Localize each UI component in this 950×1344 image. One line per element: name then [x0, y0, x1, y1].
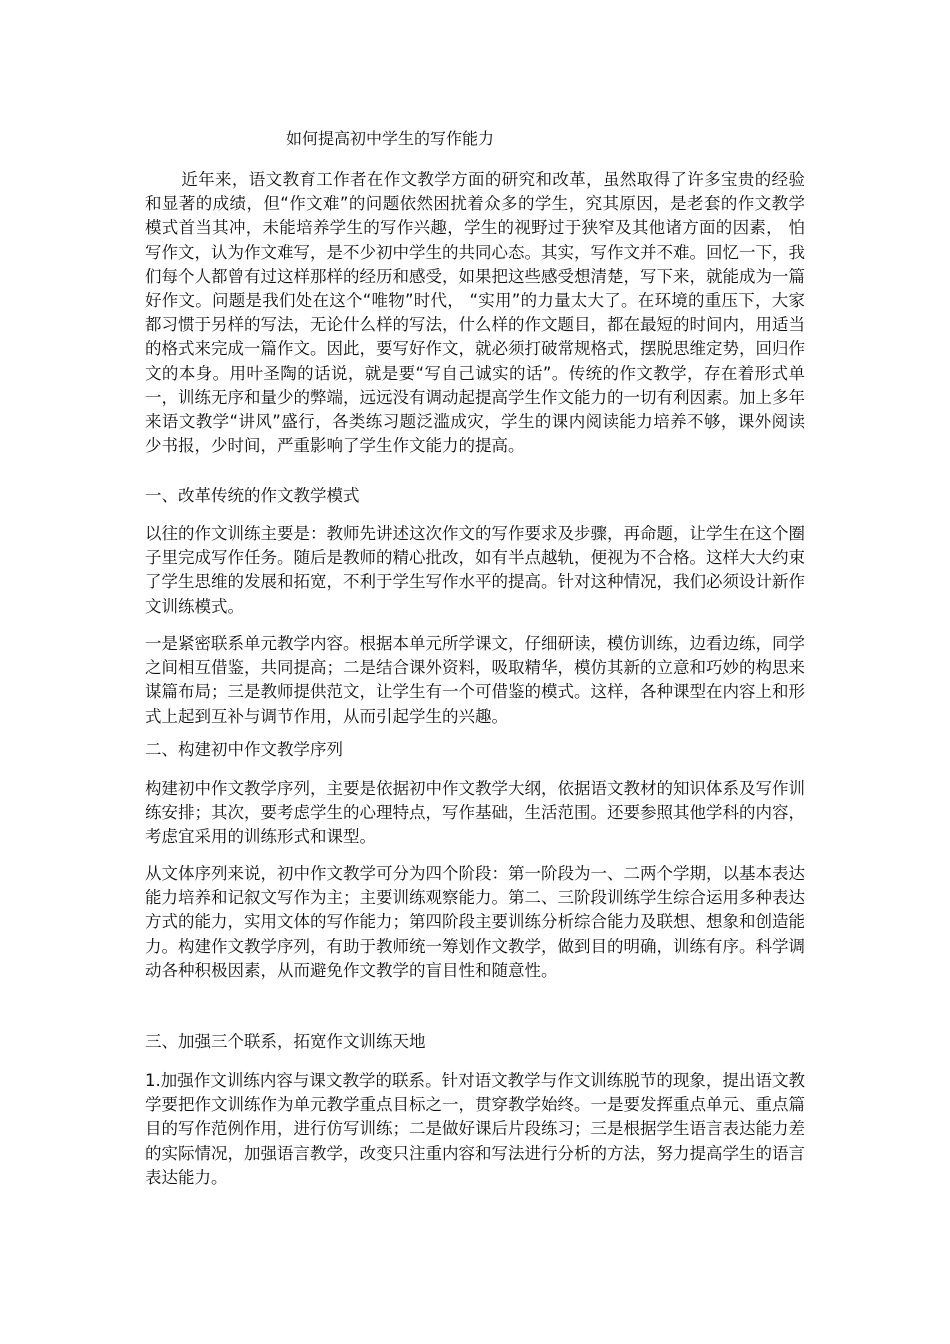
- document-title: 如何提高初中学生的写作能力: [286, 129, 495, 148]
- section-2-heading: 二、构建初中作文教学序列: [145, 740, 343, 759]
- section-1-paragraph-2: 一是紧密联系单元教学内容。根据本单元所学课文，仔细研读，模仿训练，边看边练，同学之间相互借鉴，共同提高；二是结合课外资料，吸取精华，模仿其新的立意和巧妙的构思来谋篇布局；三是教师提供范文，让学生有一个可借鉴的模式。这样，各种课型在内容上和形式上起到互补与调节作用，从而引起学生的兴趣。: [145, 634, 805, 726]
- section-2-paragraph-1: 构建初中作文教学序列，主要是依据初中作文教学大纲，依据语文教材的知识体系及写作训练安排；其次，要考虑学生的心理特点，写作基础，生活范围。还要参照其他学科的内容，考虑宜采用的训练形式和课型。: [145, 779, 805, 847]
- section-3-paragraph-1: 1.加强作文训练内容与课文教学的联系。针对语文教学与作文训练脱节的现象，提出语文教学要把作文训练作为单元教学重点目标之一，贯穿教学始终。一是要发挥重点单元、重点篇目的写作范例作用，进行仿写训练；二是做好课后片段练习；三是根据学生语言表达能力差的实际情况，加强语言教学，改变只注重内容和写法进行分析的方法，努力提高学生的语言表达能力。: [145, 1071, 805, 1187]
- section-3-heading: 三、加强三个联系，拓宽作文训练天地: [145, 1032, 426, 1051]
- section-2-paragraph-2: 从文体序列来说，初中作文教学可分为四个阶段：第一阶段为一、二两个学期，以基本表达能力培养和记叙文写作为主；主要训练观察能力。第二、三阶段训练学生综合运用多种表达方式的能力，实用文体的写作能力；第四阶段主要训练分析综合能力及联想、想象和创造能力。构建作文教学序列，有助于教师统一筹划作文教学，做到目的明确，训练有序。科学调动各种积极因素，从而避免作文教学的盲目性和随意性。: [145, 864, 805, 980]
- section-1-heading: 一、改革传统的作文教学模式: [145, 486, 360, 505]
- section-1-paragraph-1: 以往的作文训练主要是：教师先讲述这次作文的写作要求及步骤，再命题，让学生在这个圈子里完成写作任务。随后是教师的精心批改，如有半点越轨，便视为不合格。这样大大约束了学生思维的发展和拓宽，不利于学生写作水平的提高。针对这种情况，我们必须设计新作文训练模式。: [145, 524, 805, 616]
- intro-paragraph: 近年来，语文教育工作者在作文教学方面的研究和改革，虽然取得了许多宝贵的经验和显著的成绩，但“作文难”的问题依然困扰着众多的学生，究其原因，是老套的作文教学模式首当其冲，未能培养学生的写作兴趣，学生的视野过于狭窄及其他诸方面的因素， 怕写作文，认为作文难写，是不少初中学生的共同心态。其实，写作文并不难。回忆一下，我们每个人都曾有过这样那样的经历和感受，如果把这些感受想清楚，写下来，就能成为一篇好作文。问题是我们处在这个“唯物”时代， “实用”的力量太大了。在环境的重压下，大家都习惯于另样的写法，无论什么样的写法，什么样的作文题目，都在最短的时间内，用适当的格式来完成一篇作文。因此，要写好作文，就必须打破常规格式，摆脱思维定势，回归作文的本身。用叶圣陶的话说，就是要“写自己诚实的话”。传统的作文教学，存在着形式单一，训练无序和量少的弊端，远远没有调动起提高学生作文能力的一切有利因素。加上多年来语文教学“讲风”盛行，各类练习题泛滥成灾，学生的课内阅读能力培养不够，课外阅读少书报，少时间，严重影响了学生作文能力的提高。: [145, 170, 805, 456]
